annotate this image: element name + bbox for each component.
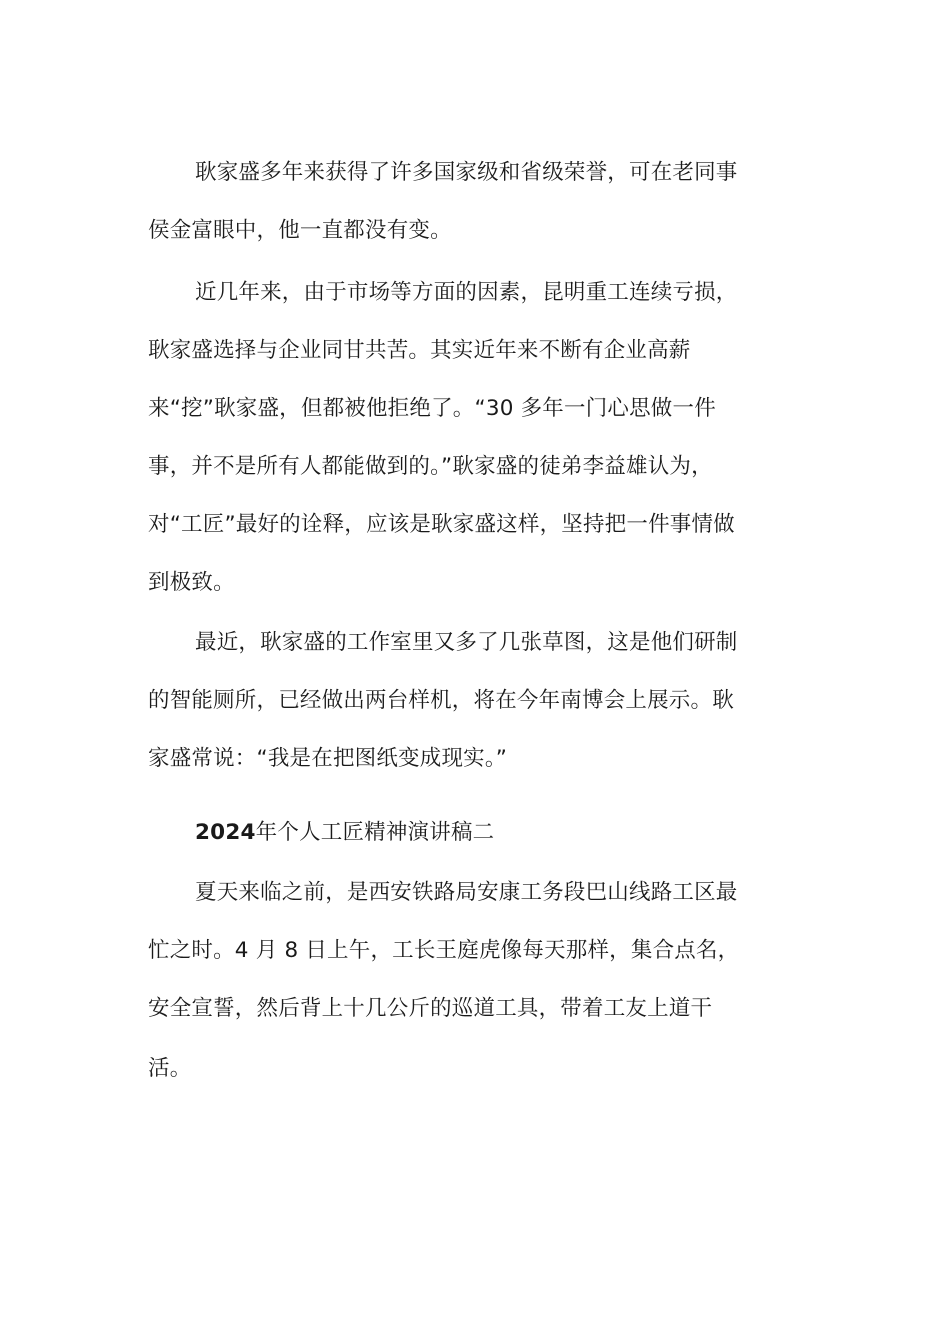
paragraph-2-line-4: 事，并不是所有人都能做到的。”耿家盛的徒弟李益雄认为，: [148, 454, 713, 479]
paragraph-4-line-1: 夏天来临之前，是西安铁路局安康工务段巴山线路工区最: [195, 880, 738, 905]
section-heading: [195, 818, 494, 848]
heading-title: 年个人工匠精神演讲稿二: [255, 820, 495, 845]
paragraph-1-line-2: 侯金富眼中，他一直都没有变。: [148, 218, 452, 243]
paragraph-1-line-1: 耿家盛多年来获得了许多国家级和省级荣誉，可在老同事: [195, 160, 738, 185]
paragraph-2-line-1: 近几年来，由于市场等方面的因素，昆明重工连续亏损，: [195, 280, 738, 305]
paragraph-2-line-5: 对“工匠”最好的诠释，应该是耿家盛这样，坚持把一件事情做: [148, 512, 735, 537]
paragraph-2-line-3: 来“挖”耿家盛，但都被他拒绝了。“30 多年一门心思做一件: [148, 396, 716, 421]
paragraph-2-line-6: 到极致。: [148, 570, 235, 595]
paragraph-4-line-2: 忙之时。4 月 8 日上午，工长王庭虎像每天那样，集合点名，: [148, 938, 740, 963]
paragraph-4-line-3: 安全宣誓，然后背上十几公斤的巡道工具，带着工友上道干: [148, 996, 713, 1021]
heading-year: 2024: [195, 820, 256, 845]
paragraph-2-line-2: 耿家盛选择与企业同甘共苦。其实近年来不断有企业高薪: [148, 338, 691, 363]
paragraph-4-line-4: 活。: [148, 1056, 192, 1081]
paragraph-3-line-2: 的智能厕所，已经做出两台样机，将在今年南博会上展示。耿: [148, 688, 734, 713]
paragraph-3-line-3: 家盛常说：“我是在把图纸变成现实。”: [148, 746, 508, 771]
paragraph-3-line-1: 最近，耿家盛的工作室里又多了几张草图，这是他们研制: [195, 630, 738, 655]
